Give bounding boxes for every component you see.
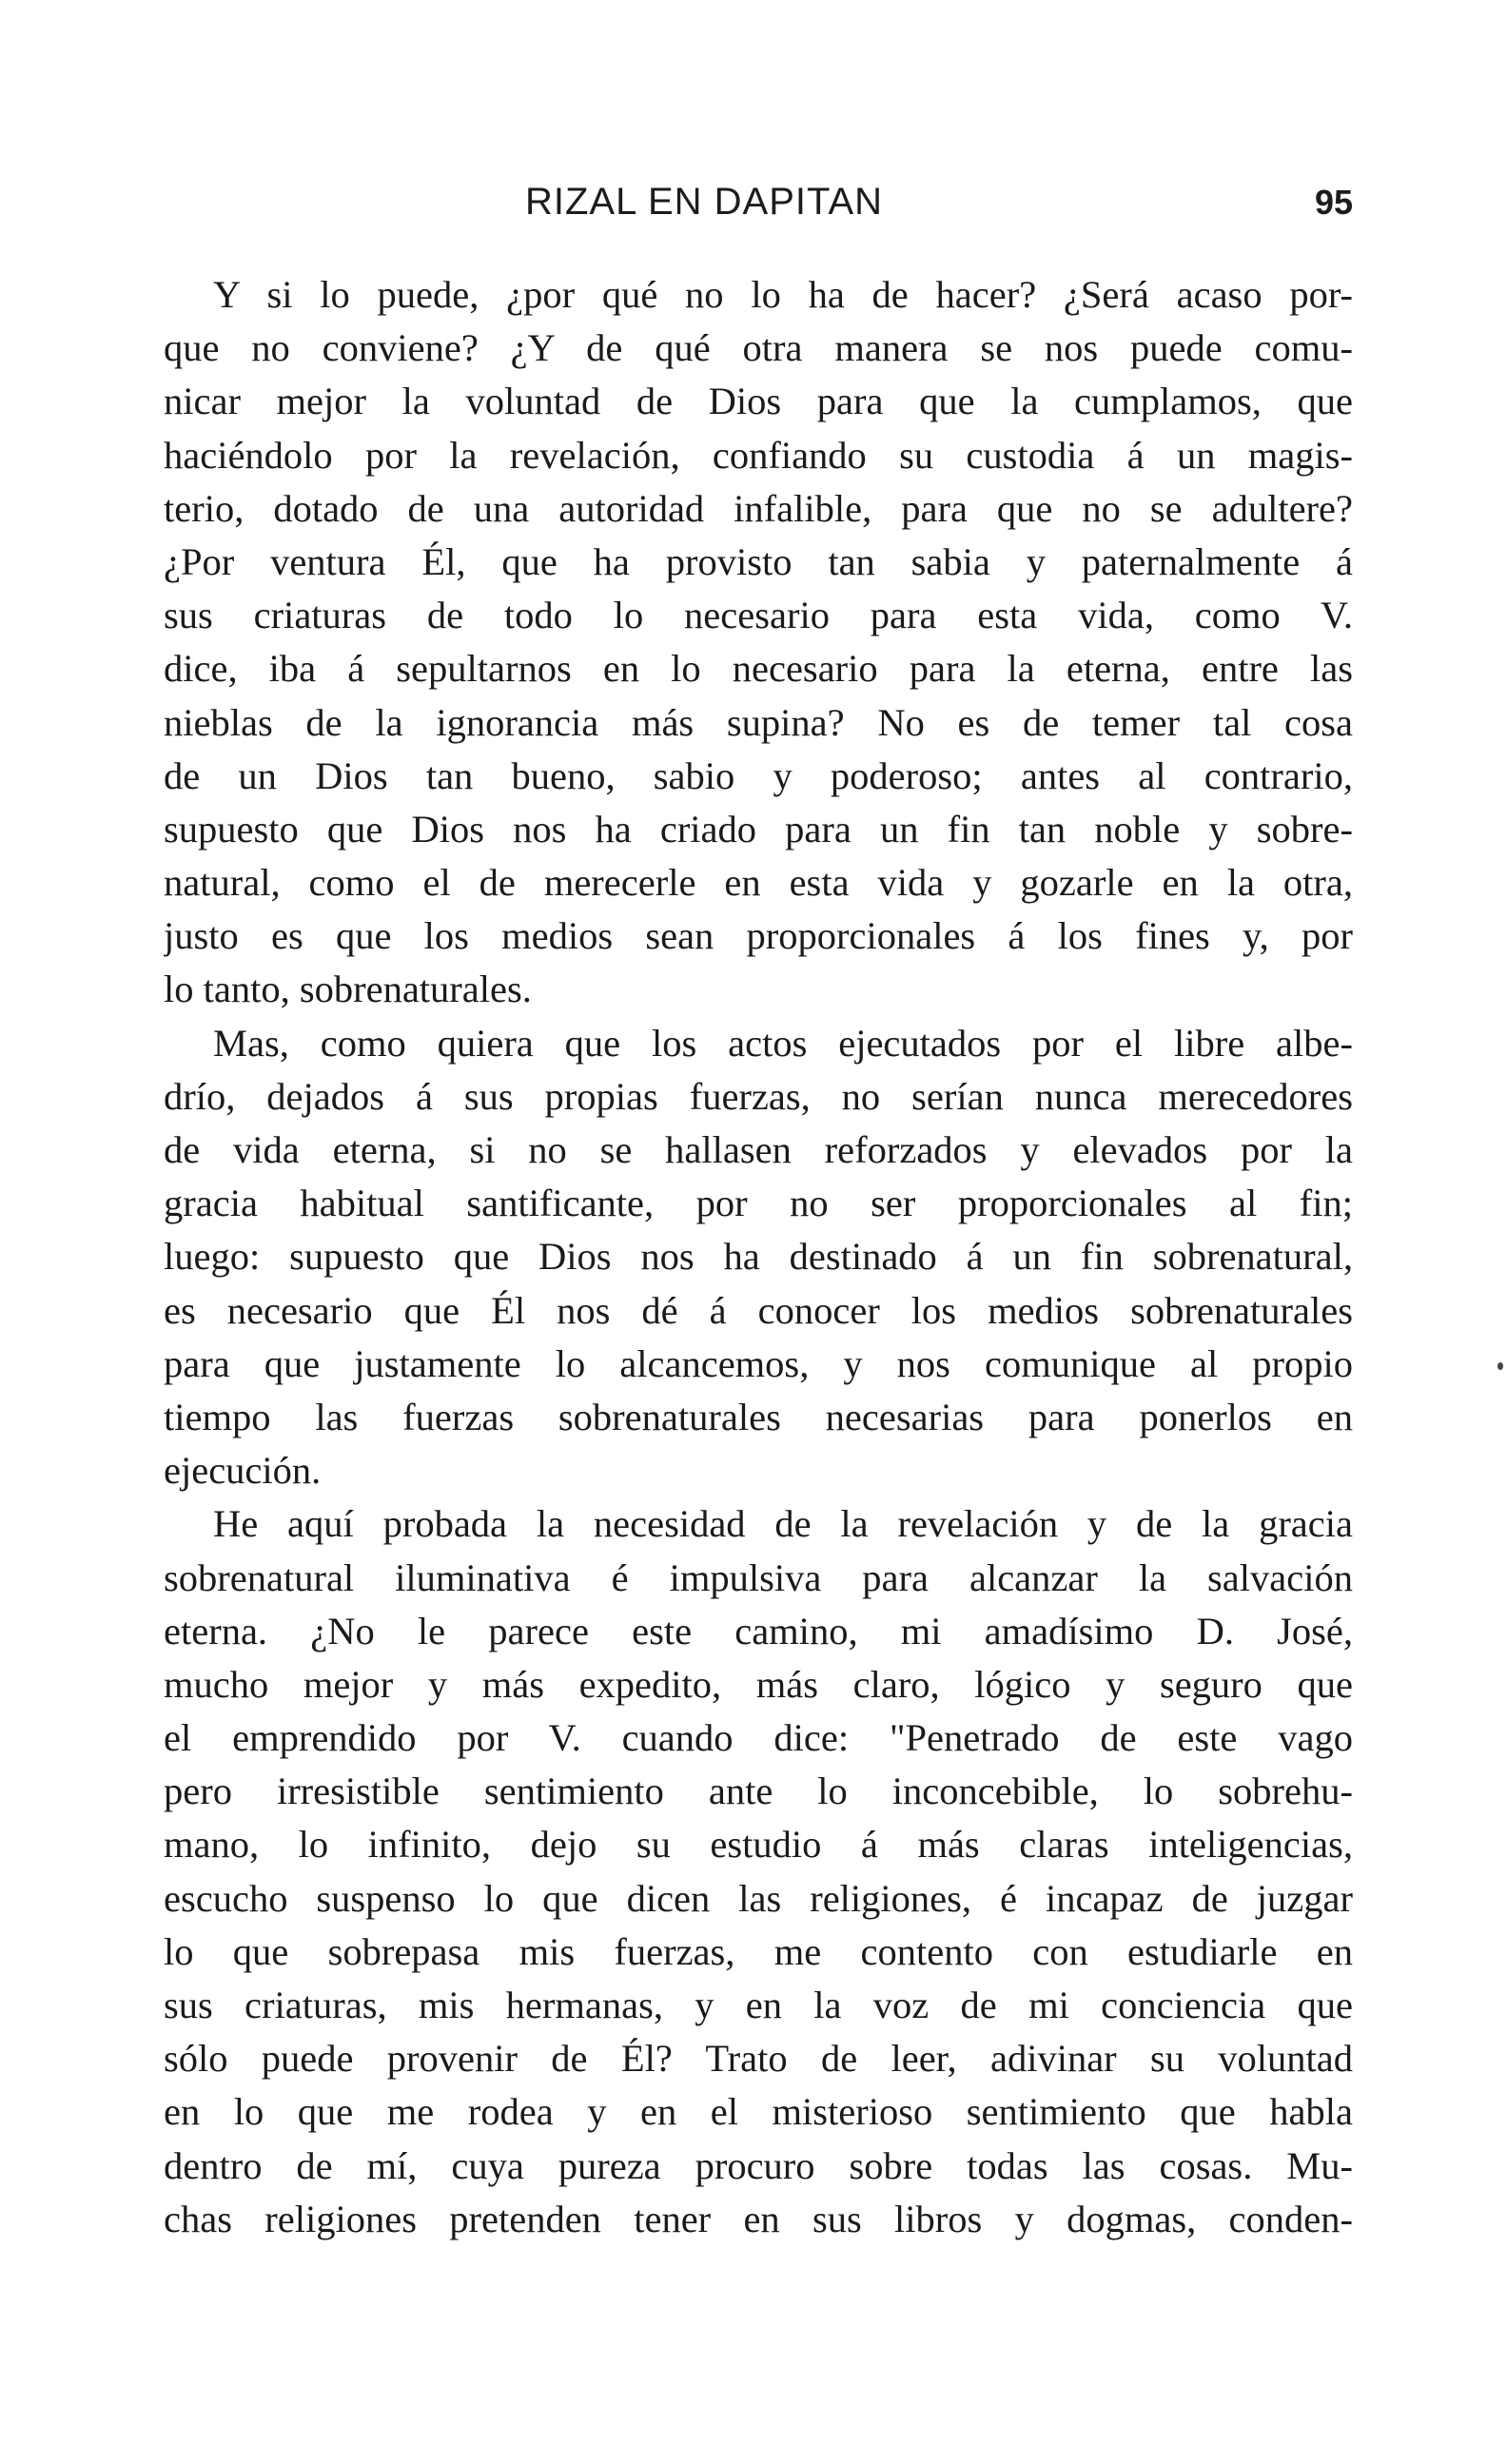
text-line: pero irresistible sentimiento ante lo inconcebible, lo sobrehu- (164, 1770, 1353, 1813)
running-title: RIZAL EN DAPITAN (525, 181, 884, 223)
text-line: Mas, como quiera que los actos ejecutados por el libre albe- (213, 1021, 1353, 1065)
text-line: He aquí probada la necesidad de la revelación y de la gracia (213, 1502, 1353, 1546)
text-line: tiempo las fuerzas sobrenaturales necesarias para ponerlos en (164, 1395, 1353, 1438)
text-line: eterna. ¿No le parece este camino, mi amadísimo D. José, (164, 1609, 1353, 1652)
ink-speck (1497, 1362, 1503, 1370)
text-line: en lo que me rodea y en el misterioso sentimiento que habla (164, 2090, 1353, 2134)
text-line: nicar mejor la voluntad de Dios para que la cumplamos, que (164, 380, 1353, 423)
text-line: nieblas de la ignorancia más supina? No es de temer tal cosa (164, 700, 1353, 744)
text-line: natural, como el de merecerle en esta vida y gozarle en la otra, (164, 861, 1353, 905)
text-line: chas religiones pretenden tener en sus libros y dogmas, conden- (164, 2197, 1353, 2240)
text-line: ¿Por ventura Él, que ha provisto tan sabia y paternalmente á (164, 539, 1353, 583)
text-line: lo tanto, sobrenaturales. (164, 968, 532, 1011)
text-line: sobrenatural iluminativa é impulsiva para alcanzar la salvación (164, 1555, 1353, 1599)
text-line: ejecución. (164, 1449, 322, 1493)
text-line: escucho suspenso lo que dicen las religiones, é incapaz de juzgar (164, 1876, 1353, 1920)
text-line: el emprendido por V. cuando dice: "Penetrado de este vago (164, 1716, 1353, 1760)
text-line: dice, iba á sepultarnos en lo necesario para la eterna, entre las (164, 647, 1353, 691)
running-head (164, 181, 1353, 234)
text-line: para que justamente lo alcancemos, y nos comunique al propio (164, 1341, 1353, 1385)
page-number: 95 (1314, 183, 1353, 222)
text-line: luego: supuesto que Dios nos ha destinado á un fin sobrenatural, (164, 1235, 1353, 1279)
text-line: mano, lo infinito, dejo su estudio á más claras inteligencias, (164, 1823, 1353, 1867)
text-line: mucho mejor y más expedito, más claro, lógico y seguro que (164, 1662, 1353, 1706)
text-line: es necesario que Él nos dé á conocer los medios sobrenaturales (164, 1288, 1353, 1332)
text-line: Y si lo puede, ¿por qué no lo ha de hacer? ¿Será acaso por- (213, 273, 1353, 316)
text-line: lo que sobrepasa mis fuerzas, me contento con estudiarle en (164, 1929, 1353, 1973)
text-line: sus criaturas de todo lo necesario para esta vida, como V. (164, 594, 1353, 637)
text-line: de un Dios tan bueno, sabio y poderoso; antes al contrario, (164, 753, 1353, 797)
text-line: de vida eterna, si no se hallasen reforzados y elevados por la (164, 1128, 1353, 1171)
text-line: que no conviene? ¿Y de qué otra manera se nos puede comu- (164, 326, 1353, 370)
text-line: justo es que los medios sean proporcionales á los fines y, por (164, 914, 1353, 958)
text-line: dentro de mí, cuya pureza procuro sobre todas las cosas. Mu- (164, 2143, 1353, 2187)
text-line: terio, dotado de una autoridad infalible, para que no se adultere? (164, 486, 1353, 530)
body-text (164, 268, 1353, 2246)
text-line: sus criaturas, mis hermanas, y en la voz de mi conciencia que (164, 1984, 1353, 2026)
text-line: sólo puede provenir de Él? Trato de leer, adivinar su voluntad (164, 2037, 1353, 2081)
text-line: supuesto que Dios nos ha criado para un fin tan noble y sobre- (164, 807, 1353, 851)
text-line: gracia habitual santificante, por no ser proporcionales al fin; (164, 1182, 1353, 1225)
text-line: haciéndolo por la revelación, confiando su custodia á un magis- (164, 433, 1353, 477)
text-line: drío, dejados á sus propias fuerzas, no serían nunca merecedores (164, 1074, 1353, 1118)
